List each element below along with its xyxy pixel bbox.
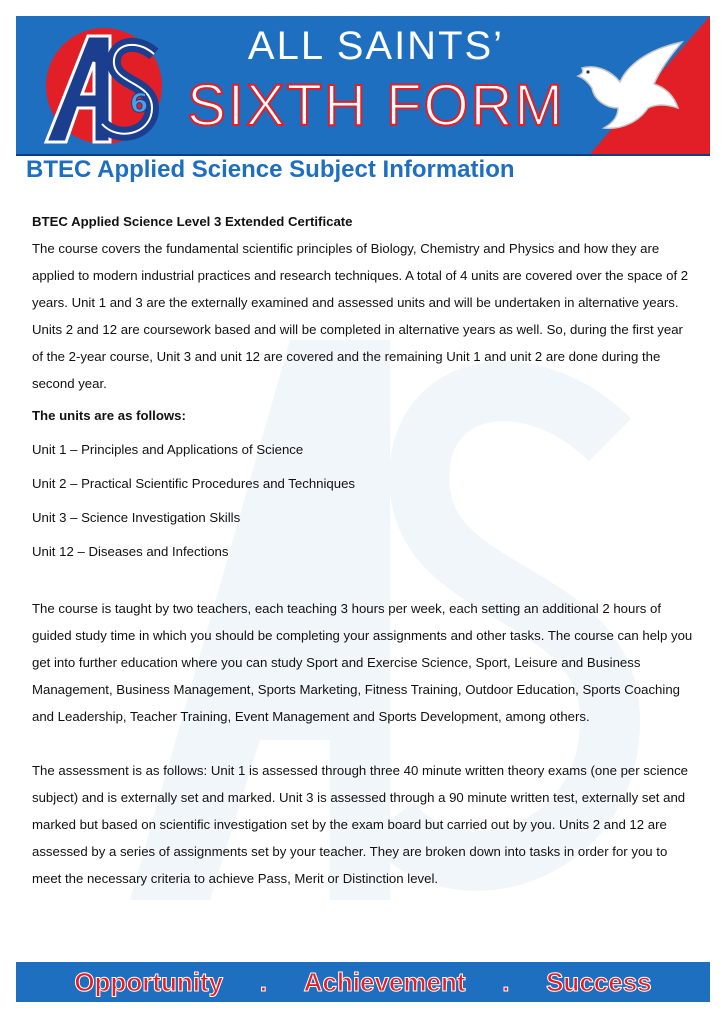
dove-icon [574, 38, 694, 138]
unit-list-item: Unit 3 – Science Investigation Skills [32, 510, 241, 525]
teaching-paragraph: The course is taught by two teachers, each teaching 3 hours per week, each setting an additional 2 hours of guided study time in which you should be completing your assignments and other tasks. The course can help you get into further education where you can study Sport and Exercise Science, Sport, Leisure and Business Management, Business Management, Sports Marketing, Fitness Training, Outdoor Education, Sports Coaching and Leadership, Teacher Training, Event Management and Sports Development, among others. [32, 601, 693, 724]
school-title-line1: ALL SAINTS’ [247, 24, 505, 68]
subject-title: BTEC Applied Science Subject Information [26, 156, 515, 183]
assessment-paragraph: The assessment is as follows: Unit 1 is assessed through three 40 minute written theory exams (one per science subject) and is externally set and marked. Unit 3 is assessed through a 90 minute written test, externally set and marked but based on scientific investigation set by the exam board but carried out by you. Units 2 and 12 are assessed by a series of assignments set by your teacher. They are broken down into tasks in order for you to meet the necessary criteria to achieve Pass, Merit or Distinction level. [32, 763, 689, 886]
units-heading: The units are as follows: [32, 408, 186, 423]
school-logo-icon [26, 24, 176, 148]
unit-list-item: Unit 1 – Principles and Applications of Science [32, 442, 304, 457]
main-content [32, 208, 696, 892]
unit-list-item: Unit 2 – Practical Scientific Procedures and Techniques [32, 476, 356, 491]
footer-word-achievement: Achievement [303, 966, 466, 997]
header-banner [16, 16, 710, 156]
intro-paragraph: The course covers the fundamental scientific principles of Biology, Chemistry and Physics and how they are applied to modern industrial practices and research techniques. A total of 4 units are covered over the space of 2 years. Unit 1 and 3 are the externally examined and assessed units and will be undertaken in alternative years. Units 2 and 12 are coursework based and will be completed in alternative years as well. So, during the first year of the 2-year course, Unit 3 and unit 12 are covered and the remaining Unit 1 and unit 2 are done during the second year. [32, 241, 689, 391]
footer-separator: . [502, 966, 510, 997]
school-title-line2: SIXTH FORM [187, 73, 565, 138]
footer-separator: . [259, 966, 267, 997]
unit-list-item: Unit 12 – Diseases and Infections [32, 544, 229, 559]
footer-word-opportunity: Opportunity [74, 966, 224, 997]
footer-banner [16, 962, 710, 1002]
svg-text:6: 6 [130, 89, 149, 119]
course-heading: BTEC Applied Science Level 3 Extended Certificate [32, 214, 353, 229]
footer-word-success: Success [546, 966, 652, 997]
